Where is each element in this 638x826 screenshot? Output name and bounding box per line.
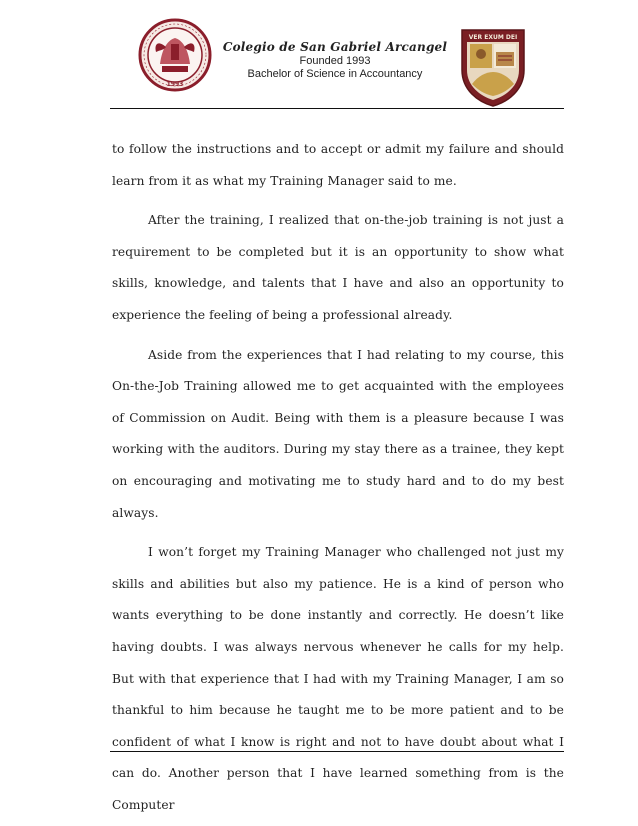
paragraph: I won’t forget my Training Manager who challenged not just my skills and abilities but also my patience. He is a kind of person who wants everything to be done instantly and correctly. He doesn’t like having doubts. I was always nervous whenever he calls for my help. But with that experience that I had with my Training Manager, I am so thankful to him because he taught me to be more patient and to be confident of what I know is right and not to have doubt about what I can do. Another person that I have learned something from is the Computer <box>112 545 564 812</box>
letterhead <box>0 0 638 112</box>
school-name: Colegio de San Gabriel Arcangel <box>222 40 448 54</box>
header-rule <box>110 108 564 109</box>
program-name: Bachelor of Science in Accountancy <box>247 68 423 80</box>
school-seal-logo <box>138 14 212 96</box>
footer-rule <box>110 751 564 752</box>
paragraph: Aside from the experiences that I had relating to my course, this On-the-Job Training allowed me to get acquainted with the employees of Commission on Audit. Being with them is a pleasure because I was working with the auditors. During my stay there as a trainee, they kept on encouraging and motivating me to study hard and to do my best always. <box>112 347 564 520</box>
paragraph: After the training, I realized that on-the-job training is not just a requirement to be completed but it is an opportunity to show what skills, knowledge, and talents that I have and also an opportunity to experience the feeling of being a professional already. <box>112 213 564 322</box>
letterhead-text <box>210 40 460 81</box>
department-shield-logo <box>458 24 528 108</box>
founded-year: Founded 1993 <box>299 55 371 67</box>
body-text <box>112 134 564 821</box>
shield-motto: VER EXUM DEI <box>468 34 518 41</box>
seal-year: 1993 <box>166 81 184 88</box>
paragraph: to follow the instructions and to accept or admit my failure and should learn from it as what my Training Manager said to me. <box>112 142 564 188</box>
